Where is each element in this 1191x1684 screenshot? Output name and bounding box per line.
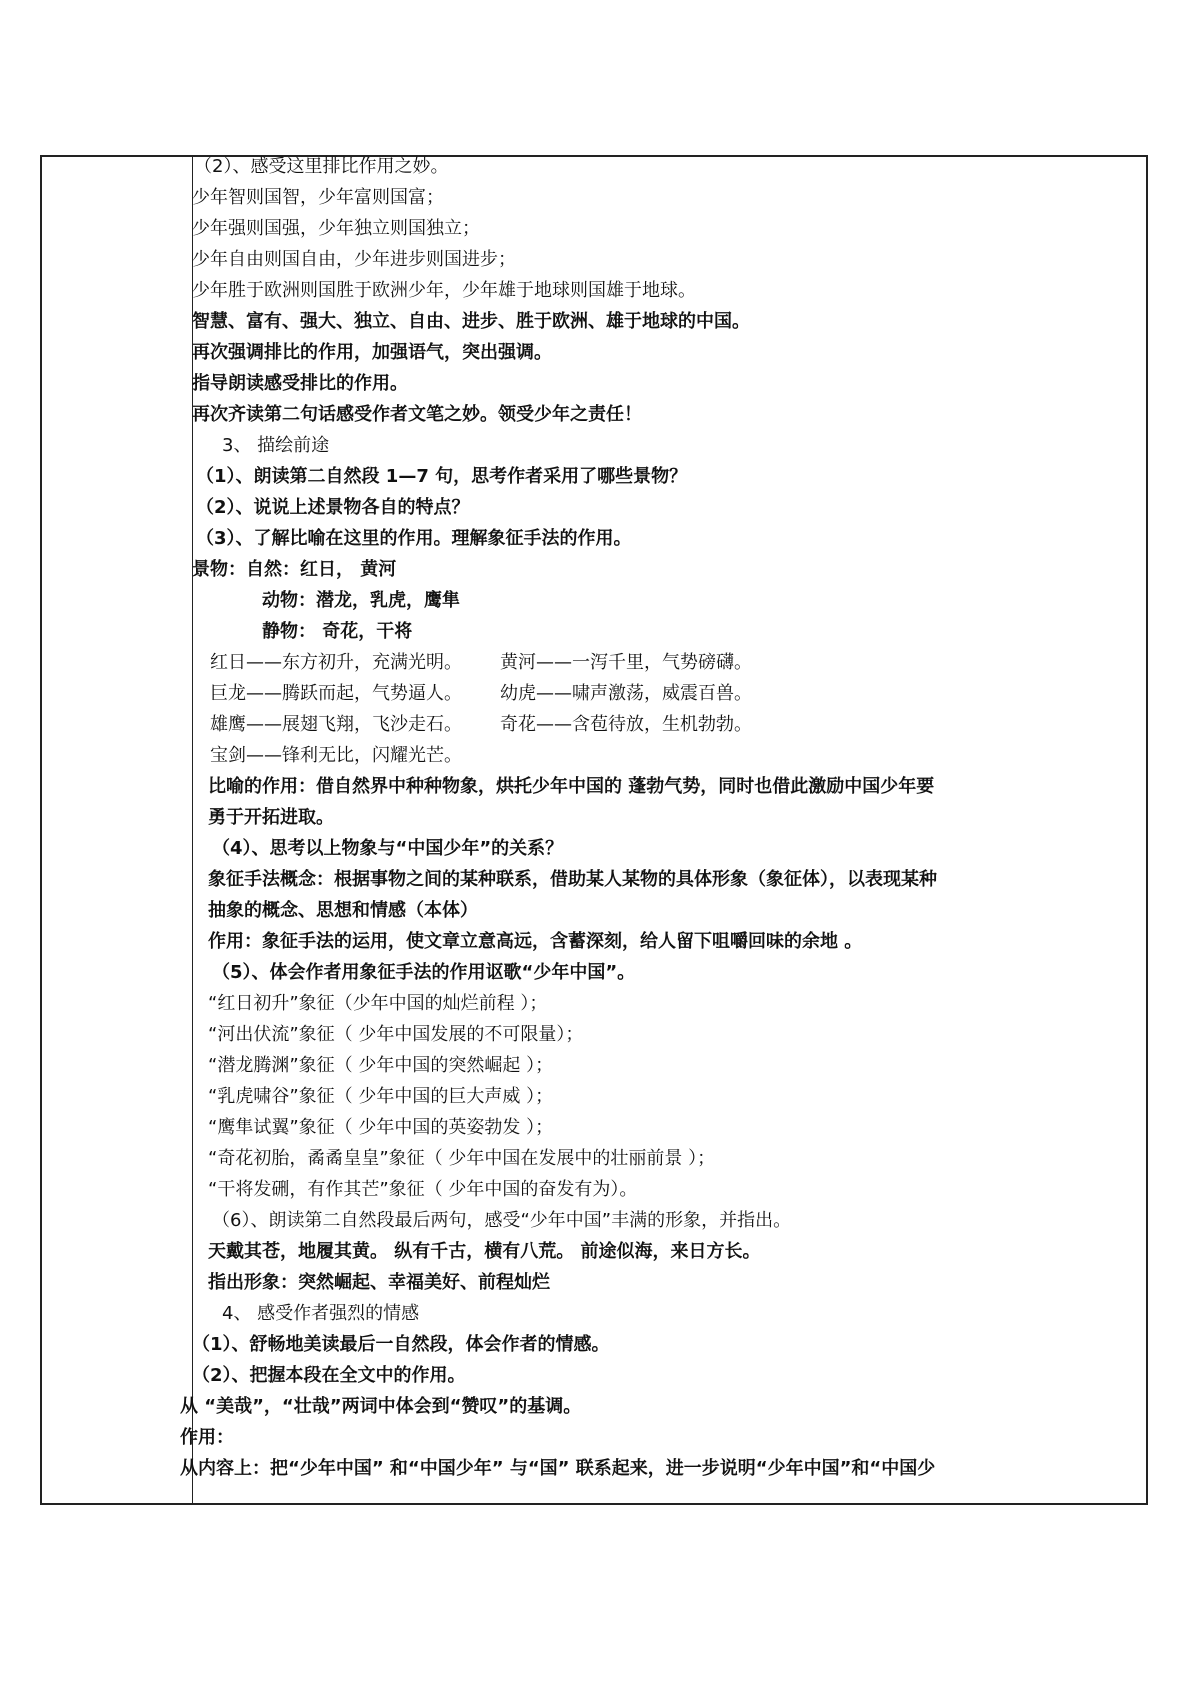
text-line: （2）、把握本段在全文中的作用。 — [192, 1365, 466, 1386]
text-line: 景物：自然：红日， 黄河 — [192, 559, 397, 580]
text-line: 4、 感受作者强烈的情感 — [222, 1303, 420, 1324]
lesson-content — [40, 155, 1148, 1505]
text-line: （1）、朗读第二自然段 1—7 句，思考作者采用了哪些景物？ — [196, 466, 688, 487]
text-line: 少年自由则国自由，少年进步则国进步； — [192, 249, 516, 270]
text-line: （6）、朗读第二自然段最后两句，感受“少年中国”丰满的形象，并指出。 — [212, 1210, 792, 1231]
text-line: 少年智则国智，少年富则国富； — [192, 187, 444, 208]
text-line: （3）、了解比喻在这里的作用。理解象征手法的作用。 — [196, 528, 632, 549]
text-line: 3、 描绘前途 — [222, 435, 330, 456]
text-line: （2）、说说上述景物各自的特点？ — [196, 497, 470, 518]
text-line: （1）、舒畅地美读最后一自然段，体会作者的情感。 — [192, 1334, 610, 1355]
text-line: 指导朗读感受排比的作用。 — [192, 373, 408, 394]
text-line: 再次齐读第二句话感受作者文笔之妙。领受少年之责任！ — [192, 404, 642, 425]
text-line: 指出形象：突然崛起、幸福美好、前程灿烂 — [208, 1272, 550, 1293]
text-line: “河出伏流”象征（ 少年中国发展的不可限量）； — [208, 1024, 584, 1045]
text-line: 比喻的作用：借自然界中种种物象，烘托少年中国的 蓬勃气势，同时也借此激励中国少年要 — [208, 776, 935, 797]
text-line: 作用： — [180, 1427, 234, 1448]
text-line: 巨龙——腾跃而起，气势逼人。 — [210, 683, 462, 704]
text-line: 宝剑——锋利无比，闪耀光芒。 — [210, 745, 462, 766]
text-line: 红日——东方初升，充满光明。 — [210, 652, 462, 673]
text-line: 动物：潜龙，乳虎，鹰隼 — [262, 590, 460, 611]
text-line: 勇于开拓进取。 — [208, 807, 334, 828]
text-line: “鹰隼试翼”象征（ 少年中国的英姿勃发 ）； — [208, 1117, 554, 1138]
text-line: 黄河——一泻千里，气势磅礴。 — [500, 652, 752, 673]
text-line: 幼虎——啸声激荡，威震百兽。 — [500, 683, 752, 704]
text-line: 象征手法概念：根据事物之间的某种联系，借助某人某物的具体形象（象征体），以表现某种 — [208, 869, 937, 890]
text-line: 从内容上：把“少年中国” 和“中国少年” 与“国” 联系起来，进一步说明“少年中国”和“中国少 — [180, 1458, 936, 1479]
text-line: “干将发硎，有作其芒”象征（ 少年中国的奋发有为）。 — [208, 1179, 638, 1200]
text-line: “乳虎啸谷”象征（ 少年中国的巨大声威 ）； — [208, 1086, 554, 1107]
text-line: 抽象的概念、思想和情感（本体） — [208, 900, 478, 921]
text-line: 作用：象征手法的运用，使文章立意高远，含蓄深刻，给人留下咀嚼回味的余地 。 — [208, 931, 863, 952]
text-line: “红日初升”象征（少年中国的灿烂前程 ）； — [208, 993, 548, 1014]
text-line: 静物： 奇花，干将 — [262, 621, 413, 642]
text-line: “奇花初胎，矞矞皇皇”象征（ 少年中国在发展中的壮丽前景 ）； — [208, 1148, 716, 1169]
text-line: 从 “美哉”，“壮哉”两词中体会到“赞叹”的基调。 — [180, 1396, 582, 1417]
text-line: （2）、感受这里排比作用之妙。 — [194, 156, 449, 177]
text-line: （5）、体会作者用象征手法的作用讴歌“少年中国”。 — [212, 962, 636, 983]
text-line: 少年强则国强，少年独立则国独立； — [192, 218, 480, 239]
text-line: 少年胜于欧洲则国胜于欧洲少年，少年雄于地球则国雄于地球。 — [192, 280, 696, 301]
text-line: 智慧、富有、强大、独立、自由、进步、胜于欧洲、雄于地球的中国。 — [192, 311, 750, 332]
text-line: 天戴其苍，地履其黄。 纵有千古，横有八荒。 前途似海，来日方长。 — [208, 1241, 761, 1262]
text-line: 再次强调排比的作用，加强语气，突出强调。 — [192, 342, 552, 363]
text-line: 奇花——含苞待放，生机勃勃。 — [500, 714, 752, 735]
text-line: “潜龙腾渊”象征（ 少年中国的突然崛起 ）； — [208, 1055, 554, 1076]
text-line: 雄鹰——展翅飞翔，飞沙走石。 — [210, 714, 462, 735]
text-line: （4）、思考以上物象与“中国少年”的关系？ — [212, 838, 564, 859]
